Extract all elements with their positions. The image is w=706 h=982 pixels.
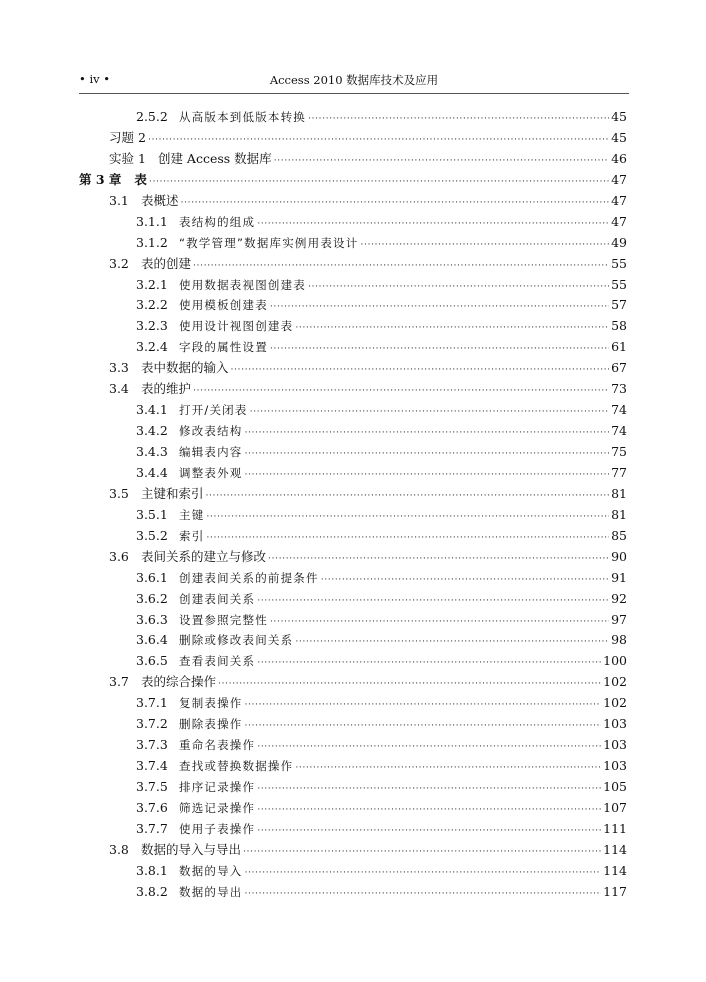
toc-entry xyxy=(79,463,627,484)
toc-entry-page: 46 xyxy=(611,150,627,166)
toc-entry-page: 77 xyxy=(611,464,627,480)
dot-leader xyxy=(181,193,609,214)
toc-entry-page: 47 xyxy=(611,171,627,187)
toc-entry xyxy=(79,526,627,547)
toc-entry-title: 调整表外观 xyxy=(179,465,243,480)
dot-leader xyxy=(231,360,609,381)
toc-entry-title: 使用子表操作 xyxy=(179,821,256,836)
dot-leader xyxy=(295,758,601,779)
toc-entry-number: 3.2.4 xyxy=(136,339,168,355)
toc-entry xyxy=(79,170,627,191)
dot-leader xyxy=(148,130,609,151)
dot-leader xyxy=(193,381,609,402)
toc-entry-page: 102 xyxy=(603,695,627,711)
dot-leader xyxy=(149,172,609,193)
dot-leader xyxy=(295,632,609,653)
toc-entry xyxy=(79,840,627,861)
toc-entry-page: 102 xyxy=(603,674,627,690)
toc-entry-page: 61 xyxy=(611,339,627,355)
toc-entry-number: 3.7.4 xyxy=(136,758,168,774)
toc-entry-title: 表间关系的建立与修改 xyxy=(141,548,267,564)
toc-entry-title: 索引 xyxy=(179,528,205,543)
toc-entry-page: 47 xyxy=(611,213,627,229)
toc-entry-number: 3.6.3 xyxy=(136,611,168,627)
toc-entry-title: 表的综合操作 xyxy=(141,674,217,690)
toc-entry xyxy=(79,714,627,735)
toc-entry-number: 3.7.2 xyxy=(136,716,168,732)
toc-entry xyxy=(79,819,627,840)
toc-entry xyxy=(79,400,627,421)
dot-leader xyxy=(243,842,601,863)
dot-leader xyxy=(245,695,602,716)
toc-entry-title: 打开/关闭表 xyxy=(179,403,248,418)
toc-entry-title: 表的维护 xyxy=(141,381,192,397)
toc-entry xyxy=(79,589,627,610)
toc-entry-title: 字段的属性设置 xyxy=(179,340,268,355)
toc-entry-page: 103 xyxy=(603,716,627,732)
toc-entry-title: 使用设计视图创建表 xyxy=(179,319,294,334)
toc-entry-title: 创建表间关系的前提条件 xyxy=(179,570,319,585)
toc-entry-number: 3.7.1 xyxy=(136,695,168,711)
toc-entry-number: 3.4.4 xyxy=(136,464,168,480)
toc-entry-page: 114 xyxy=(603,862,627,878)
book-title: Access 2010 数据库技术及应用 xyxy=(269,73,439,87)
toc-entry-page: 57 xyxy=(611,297,627,313)
toc-entry xyxy=(79,672,627,693)
toc-entry-number: 3.3 xyxy=(109,360,129,376)
toc-entry-number: 实验 1 xyxy=(109,150,146,166)
toc-entry-number: 3.7.6 xyxy=(136,799,168,815)
toc-entry-title: 主键和索引 xyxy=(141,485,204,501)
toc-entry xyxy=(79,275,627,296)
toc-entry-title: 重命名表操作 xyxy=(179,738,256,753)
toc-entry-number: 3.1.1 xyxy=(136,213,168,229)
dot-leader xyxy=(321,570,609,591)
dot-leader xyxy=(360,235,609,256)
toc-entry-title: 复制表操作 xyxy=(179,696,243,711)
dot-leader xyxy=(257,821,601,842)
toc-entry-title: 删除表操作 xyxy=(179,717,243,732)
toc-entry-number: 第 3 章 xyxy=(79,171,122,187)
dot-leader xyxy=(268,549,609,570)
toc-entry-title: 修改表结构 xyxy=(179,424,243,439)
toc-entry-title: 排序记录操作 xyxy=(179,780,256,794)
toc-entry-number: 3.2.2 xyxy=(136,297,168,313)
toc-entry xyxy=(79,777,627,798)
toc-entry-title: 表的创建 xyxy=(141,255,192,271)
dot-leader xyxy=(274,151,609,172)
dot-leader xyxy=(270,339,609,360)
toc-entry-page: 58 xyxy=(611,318,627,334)
dot-leader xyxy=(245,716,602,737)
toc-entry-page: 45 xyxy=(611,129,627,145)
toc-entry-number: 3.7.5 xyxy=(136,779,168,794)
toc-entry xyxy=(79,630,627,651)
toc-entry-title: 使用模板创建表 xyxy=(179,298,268,313)
toc-entry-title: 设置参照完整性 xyxy=(179,612,268,627)
toc-entry-title: 创建 Access 数据库 xyxy=(157,150,272,166)
dot-leader xyxy=(245,423,610,444)
toc-entry-number: 3.1 xyxy=(109,192,129,208)
toc-entry-page: 114 xyxy=(603,841,627,857)
toc-entry xyxy=(79,484,627,505)
toc-entry-number: 3.6.1 xyxy=(136,569,168,585)
toc-entry xyxy=(79,107,627,128)
toc-entry xyxy=(79,295,627,316)
dot-leader xyxy=(250,402,609,423)
toc-entry-number: 3.7.7 xyxy=(136,820,168,836)
toc-entry xyxy=(79,316,627,337)
toc-entry-number: 3.1.2 xyxy=(136,234,168,250)
dot-leader xyxy=(270,612,609,633)
toc-entry-page: 100 xyxy=(603,653,627,669)
page-number: • iv • xyxy=(79,72,111,86)
toc-entry-title: 表中数据的输入 xyxy=(141,360,229,376)
toc-entry-page: 55 xyxy=(611,255,627,271)
toc-entry-title: 创建表间关系 xyxy=(179,591,256,606)
toc-entry xyxy=(79,254,627,275)
toc-entry-title: “教学管理”数据库实例用表设计 xyxy=(179,235,359,250)
toc-entry xyxy=(79,735,627,756)
toc-entry xyxy=(79,798,627,819)
toc-entry xyxy=(79,756,627,777)
toc-entry xyxy=(79,547,627,568)
toc-entry-number: 3.4.3 xyxy=(136,444,168,459)
toc-entry xyxy=(79,882,627,903)
toc-entry-title: 查看表间关系 xyxy=(179,654,256,669)
toc-entry-title: 数据的导出 xyxy=(179,884,243,899)
toc-entry-page: 73 xyxy=(611,381,627,397)
toc-entry-page: 75 xyxy=(611,444,627,459)
toc-entry xyxy=(79,337,627,358)
toc-entry-page: 103 xyxy=(603,737,627,753)
toc-entry-number: 3.8.2 xyxy=(136,883,168,899)
toc-entry-page: 103 xyxy=(603,758,627,774)
dot-leader xyxy=(257,591,609,612)
toc-entry-number: 3.5 xyxy=(109,485,129,501)
toc-entry-number: 3.6.4 xyxy=(136,632,168,648)
toc-entry-page: 90 xyxy=(611,548,627,564)
dot-leader xyxy=(206,528,609,549)
toc-entry-title: 使用数据表视图创建表 xyxy=(179,277,306,292)
toc-entry-number: 3.7.3 xyxy=(136,737,168,753)
toc-entry-number: 3.7 xyxy=(109,674,129,690)
toc-entry-page: 45 xyxy=(611,109,627,124)
toc-entry xyxy=(79,128,627,149)
toc-entry xyxy=(79,568,627,589)
toc-entry-page: 47 xyxy=(611,192,627,208)
toc-entry xyxy=(79,505,627,526)
toc-entry-title: 习题 2 xyxy=(109,129,146,145)
toc-entry-page: 49 xyxy=(611,234,627,250)
toc-entry-number: 3.6.5 xyxy=(136,653,168,669)
toc-entry-page: 74 xyxy=(611,402,627,418)
toc-entry-page: 97 xyxy=(611,611,627,627)
toc-entry-number: 3.2.1 xyxy=(136,276,168,292)
toc-entry-title: 表概述 xyxy=(141,192,179,208)
dot-leader xyxy=(257,779,601,800)
toc-entry-page: 81 xyxy=(611,506,627,522)
toc-entry-number: 3.2.3 xyxy=(136,318,168,334)
toc-entry-title: 表 xyxy=(134,171,147,187)
toc-entry-number: 2.5.2 xyxy=(136,109,168,124)
toc-entry-page: 91 xyxy=(611,569,627,585)
toc-entry-page: 85 xyxy=(611,527,627,543)
toc-entry-number: 3.4.1 xyxy=(136,402,168,418)
dot-leader xyxy=(257,800,601,821)
toc-entry-page: 98 xyxy=(611,632,627,648)
toc-entry-title: 筛选记录操作 xyxy=(179,800,256,815)
toc-entry xyxy=(79,379,627,400)
toc-entry xyxy=(79,610,627,631)
toc-entry-number: 3.6.2 xyxy=(136,590,168,606)
toc-entry xyxy=(79,149,627,170)
dot-leader xyxy=(193,256,609,277)
toc-entry xyxy=(79,651,627,672)
dot-leader xyxy=(245,884,602,905)
dot-leader xyxy=(206,507,609,528)
toc-entry-number: 3.6 xyxy=(109,548,129,564)
toc-entry xyxy=(79,693,627,714)
dot-leader xyxy=(218,674,601,695)
toc-entry xyxy=(79,358,627,379)
toc-entry-title: 编辑表内容 xyxy=(179,445,243,459)
toc-entry-title: 数据的导入与导出 xyxy=(141,841,242,857)
toc-entry xyxy=(79,442,627,463)
toc-entry-page: 67 xyxy=(611,360,627,376)
toc-entry-page: 105 xyxy=(603,779,627,794)
dot-leader xyxy=(206,486,609,507)
toc-entry xyxy=(79,191,627,212)
toc-entry-page: 55 xyxy=(611,276,627,292)
toc-entry-page: 107 xyxy=(603,799,627,815)
dot-leader xyxy=(257,653,601,674)
toc-entry xyxy=(79,233,627,254)
toc-entry-title: 主键 xyxy=(179,507,205,522)
dot-leader xyxy=(308,277,609,298)
toc-entry-number: 3.8.1 xyxy=(136,862,168,878)
toc-entry-page: 81 xyxy=(611,485,627,501)
toc-entry-title: 表结构的组成 xyxy=(179,214,256,229)
toc-entry-page: 74 xyxy=(611,423,627,439)
dot-leader xyxy=(270,297,609,318)
toc-entry-number: 3.5.1 xyxy=(136,506,168,522)
toc-entry-title: 查找或替换数据操作 xyxy=(179,759,294,774)
toc-entry-number: 3.4.2 xyxy=(136,423,168,439)
toc-entry-number: 3.8 xyxy=(109,841,129,857)
dot-leader xyxy=(245,444,610,465)
toc-entry-page: 92 xyxy=(611,590,627,606)
toc-entry-page: 111 xyxy=(603,820,627,836)
toc-entry-number: 3.2 xyxy=(109,255,129,271)
toc-entry xyxy=(79,212,627,233)
toc-entry-page: 117 xyxy=(603,883,627,899)
toc-entry xyxy=(79,421,627,442)
dot-leader xyxy=(245,863,602,884)
toc-entry-title: 从高版本到低版本转换 xyxy=(179,110,306,124)
toc-entry xyxy=(79,861,627,882)
toc-entry-number: 3.4 xyxy=(109,381,129,397)
dot-leader xyxy=(245,465,610,486)
toc-entry-title: 删除或修改表间关系 xyxy=(179,633,294,648)
header-rule xyxy=(79,93,629,94)
dot-leader xyxy=(308,109,609,130)
toc-entry-number: 3.5.2 xyxy=(136,527,168,543)
toc-entry-title: 数据的导入 xyxy=(179,863,243,878)
dot-leader xyxy=(257,737,601,758)
dot-leader xyxy=(295,318,609,339)
table-of-contents xyxy=(79,107,627,903)
page-header xyxy=(79,72,629,90)
dot-leader xyxy=(257,214,609,235)
